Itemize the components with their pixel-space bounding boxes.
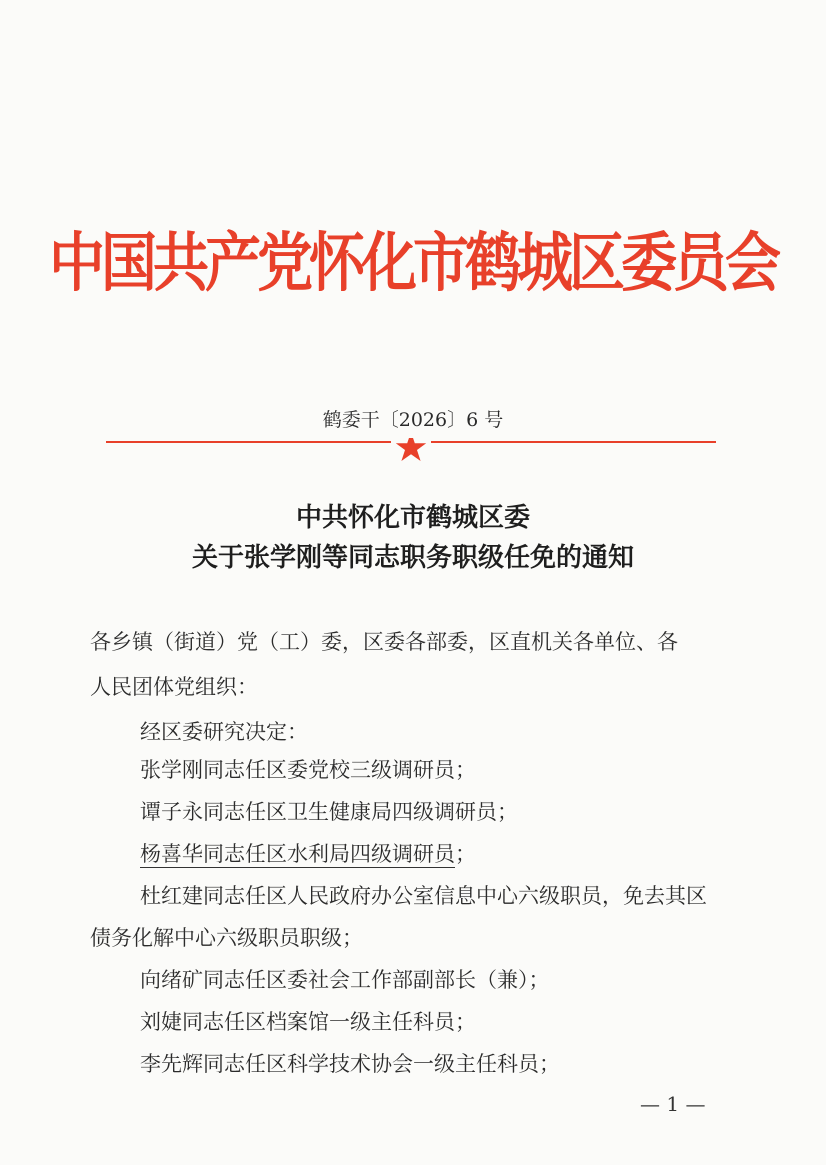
star-icon <box>396 438 426 461</box>
appointment-item: 李先辉同志任区科学技术协会一级主任科员； <box>140 1052 560 1076</box>
appointment-item: 向绪矿同志任区委社会工作部副部长（兼）； <box>140 968 550 992</box>
addressee-line-1: 各乡镇（街道）党（工）委，区委各部委，区直机关各单位、各 <box>90 630 678 654</box>
appointment-item: 刘婕同志任区档案馆一级主任科员； <box>140 1010 476 1034</box>
red-rule-with-star <box>106 438 716 462</box>
notice-title-line-2: 关于张学刚等同志职务职级任免的通知 <box>191 543 634 573</box>
appointment-item-continued: 债务化解中心六级职员职级； <box>90 926 363 950</box>
notice-title-line-1: 中共怀化市鹤城区委 <box>295 503 530 533</box>
masthead-title: 中国共产党怀化市鹤城区委员会 <box>49 226 777 301</box>
appointment-item: 杜红建同志任区人民政府办公室信息中心六级职员，免去其区 <box>140 884 707 908</box>
intro-line: 经区委研究决定： <box>140 720 308 744</box>
appointment-item-underlined <box>140 838 780 868</box>
item-punctuation: ； <box>455 842 476 866</box>
appointment-item: 张学刚同志任区委党校三级调研员； <box>140 758 476 782</box>
appointment-item: 谭子永同志任区卫生健康局四级调研员； <box>140 800 518 824</box>
document-number: 鹤委干〔2026〕6 号 <box>322 409 504 431</box>
underlined-text: 杨喜华同志任区水利局四级调研员 <box>140 842 455 866</box>
addressee-line-2: 人民团体党组织： <box>90 675 258 699</box>
page-number: — 1 — <box>640 1092 706 1116</box>
